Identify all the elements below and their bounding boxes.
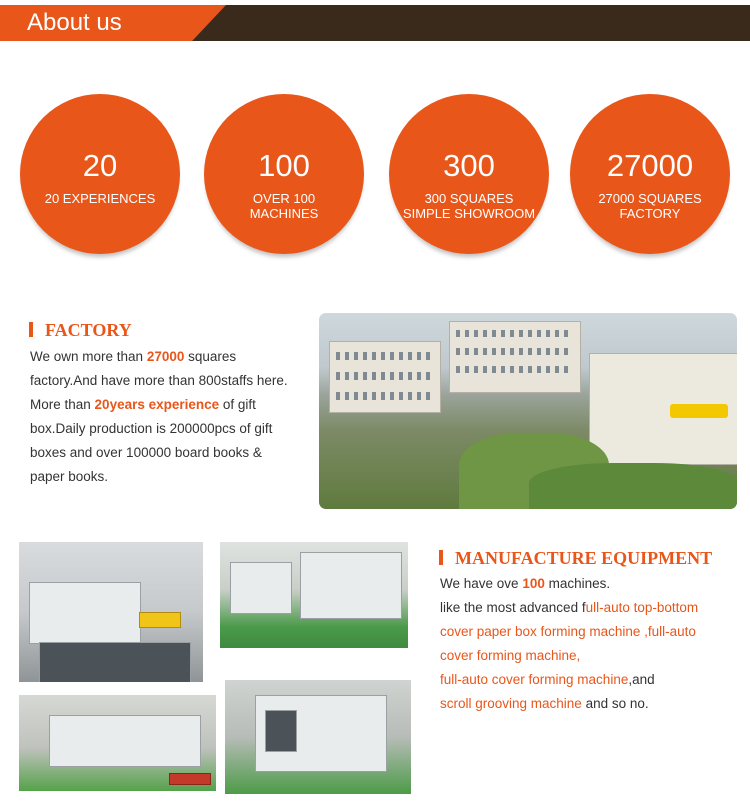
- building: [329, 341, 441, 413]
- stat-circle-machines: [204, 94, 364, 254]
- equipment-photo: [225, 680, 411, 794]
- text-segment: squares factory.And have more than 800staffs here.: [30, 349, 288, 388]
- factory-description: [30, 345, 298, 489]
- text-segment: We have ove: [440, 576, 523, 591]
- stat-caption: OVER 100 MACHINES: [249, 191, 319, 221]
- heading-marker: [29, 322, 33, 337]
- equipment-description: [440, 572, 720, 716]
- stat-number: 27000: [606, 148, 694, 183]
- highlight-area: 27000: [146, 349, 185, 364]
- text-segment: ,and: [628, 672, 655, 687]
- equipment-title: MANUFACTURE EQUIPMENT: [455, 548, 713, 568]
- stat-number: 300: [443, 148, 495, 183]
- building: [589, 353, 737, 465]
- text-segment: machines.: [544, 576, 611, 591]
- equipment-photo: [19, 542, 203, 682]
- text-segment: of gift box.Daily production is 200000pcs of gift boxes and over 100000 board books & paper books.: [30, 397, 273, 484]
- stat-caption: 300 SQUARES SIMPLE SHOWROOM: [402, 191, 536, 221]
- equipment-photo: [19, 695, 216, 791]
- stat-caption: 27000 SQUARES FACTORY: [598, 191, 702, 221]
- stat-number: 20: [82, 148, 118, 183]
- highlight-machine: scroll grooving machine: [440, 696, 582, 711]
- stat-caption: 20 EXPERIENCES: [44, 191, 156, 206]
- equipment-heading: [439, 548, 739, 568]
- factory-photo: [319, 313, 737, 509]
- highlight-machines: 100: [522, 576, 545, 591]
- lawn: [529, 463, 737, 509]
- stat-circle-showroom: [389, 94, 549, 254]
- equipment-photo: [220, 542, 408, 648]
- text-segment: like the most advanced f: [440, 600, 586, 615]
- highlight-machine-list: ull-auto top-bottom cover paper box forming machine ,full-auto cover forming machine,: [440, 600, 699, 663]
- text-segment: and so no.: [581, 696, 649, 711]
- factory-title: FACTORY: [45, 320, 132, 340]
- stat-number: 100: [258, 148, 310, 183]
- text-segment: We own more than: [30, 349, 147, 364]
- stat-circle-factory: [570, 94, 730, 254]
- factory-heading: [29, 320, 229, 340]
- heading-marker: [439, 550, 443, 565]
- text-segment: More than: [30, 397, 95, 412]
- stat-circle-experience: [20, 94, 180, 254]
- building: [449, 321, 581, 393]
- highlight-machine: full-auto cover forming machine: [440, 672, 629, 687]
- section-header: [0, 5, 750, 41]
- page-title: About us: [27, 9, 122, 36]
- highlight-experience: 20years experience: [94, 397, 220, 412]
